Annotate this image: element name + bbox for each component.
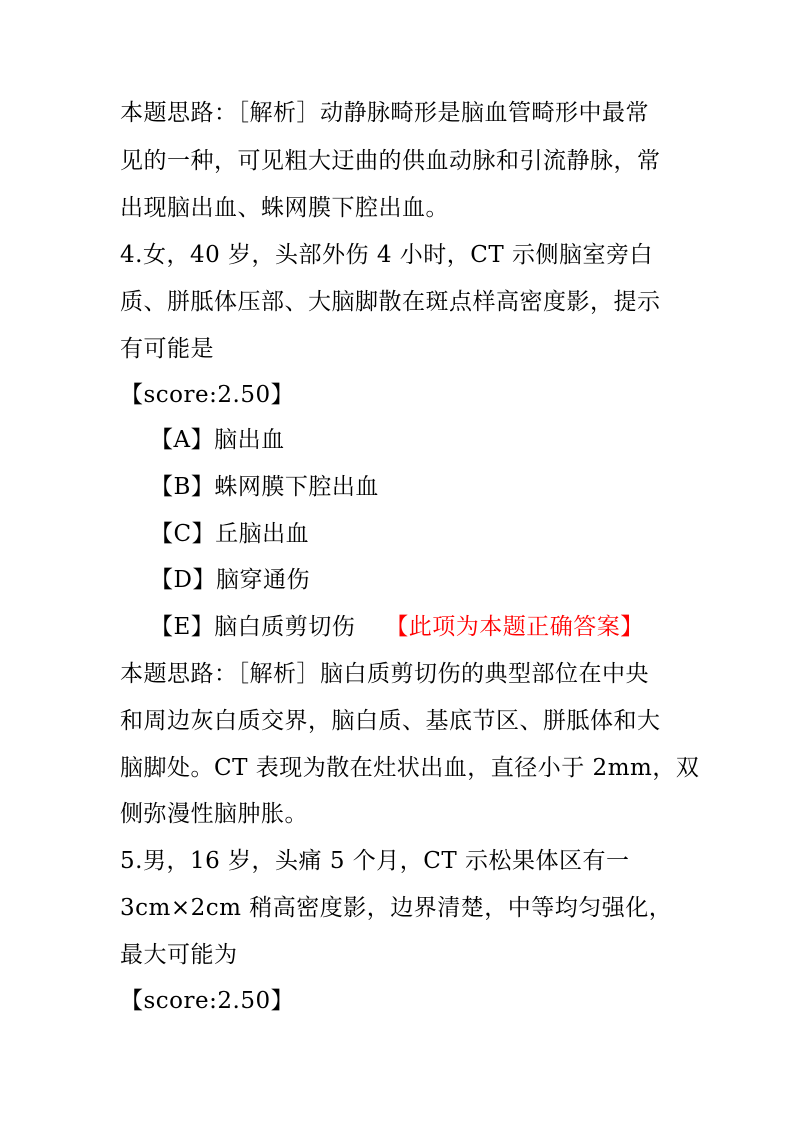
q4-stem-line-2: 质、胼胝体压部、大脑脚散在斑点样高密度影，提示 bbox=[120, 289, 661, 315]
correct-answer-marker: 【此项为本题正确答案】 bbox=[385, 614, 644, 640]
q3-explanation-line-1: 本题思路：［解析］动静脉畸形是脑血管畸形中最常 bbox=[120, 100, 649, 126]
q4-stem-line-3: 有可能是 bbox=[120, 336, 214, 362]
q5-stem-line-1: 5.男，16 岁，头痛 5 个月，CT 示松果体区有一 bbox=[120, 848, 630, 874]
q5-stem-line-2: 3cm×2cm 稍高密度影，边界清楚，中等均匀强化， bbox=[120, 895, 673, 921]
q3-explanation-line-2: 见的一种，可见粗大迂曲的供血动脉和引流静脉，常 bbox=[120, 148, 661, 174]
q4-option-e-label: 【E】脑白质剪切伤 bbox=[150, 614, 356, 640]
q4-option-b: 【B】蛛网膜下腔出血 bbox=[150, 474, 379, 500]
q4-explanation-line-1: 本题思路：［解析］脑白质剪切伤的典型部位在中央 bbox=[120, 661, 649, 687]
q3-explanation-line-3: 出现脑出血、蛛网膜下腔出血。 bbox=[120, 195, 449, 221]
q4-explanation-line-3: 脑脚处。CT 表现为散在灶状出血，直径小于 2mm，双 bbox=[120, 755, 700, 781]
q5-score: 【score:2.50】 bbox=[120, 988, 295, 1014]
q4-explanation-line-4: 侧弥漫性脑肿胀。 bbox=[120, 801, 308, 827]
q4-explanation-line-2: 和周边灰白质交界，脑白质、基底节区、胼胝体和大 bbox=[120, 708, 661, 734]
q4-option-e bbox=[150, 612, 644, 642]
q5-stem-line-3: 最大可能为 bbox=[120, 942, 238, 968]
q4-score: 【score:2.50】 bbox=[120, 382, 295, 408]
q4-option-d: 【D】脑穿通伤 bbox=[150, 567, 310, 593]
q4-stem-line-1: 4.女，40 岁，头部外伤 4 小时，CT 示侧脑室旁白 bbox=[120, 242, 654, 268]
q4-option-c: 【C】丘脑出血 bbox=[150, 521, 310, 547]
q4-option-a: 【A】脑出血 bbox=[150, 427, 285, 453]
